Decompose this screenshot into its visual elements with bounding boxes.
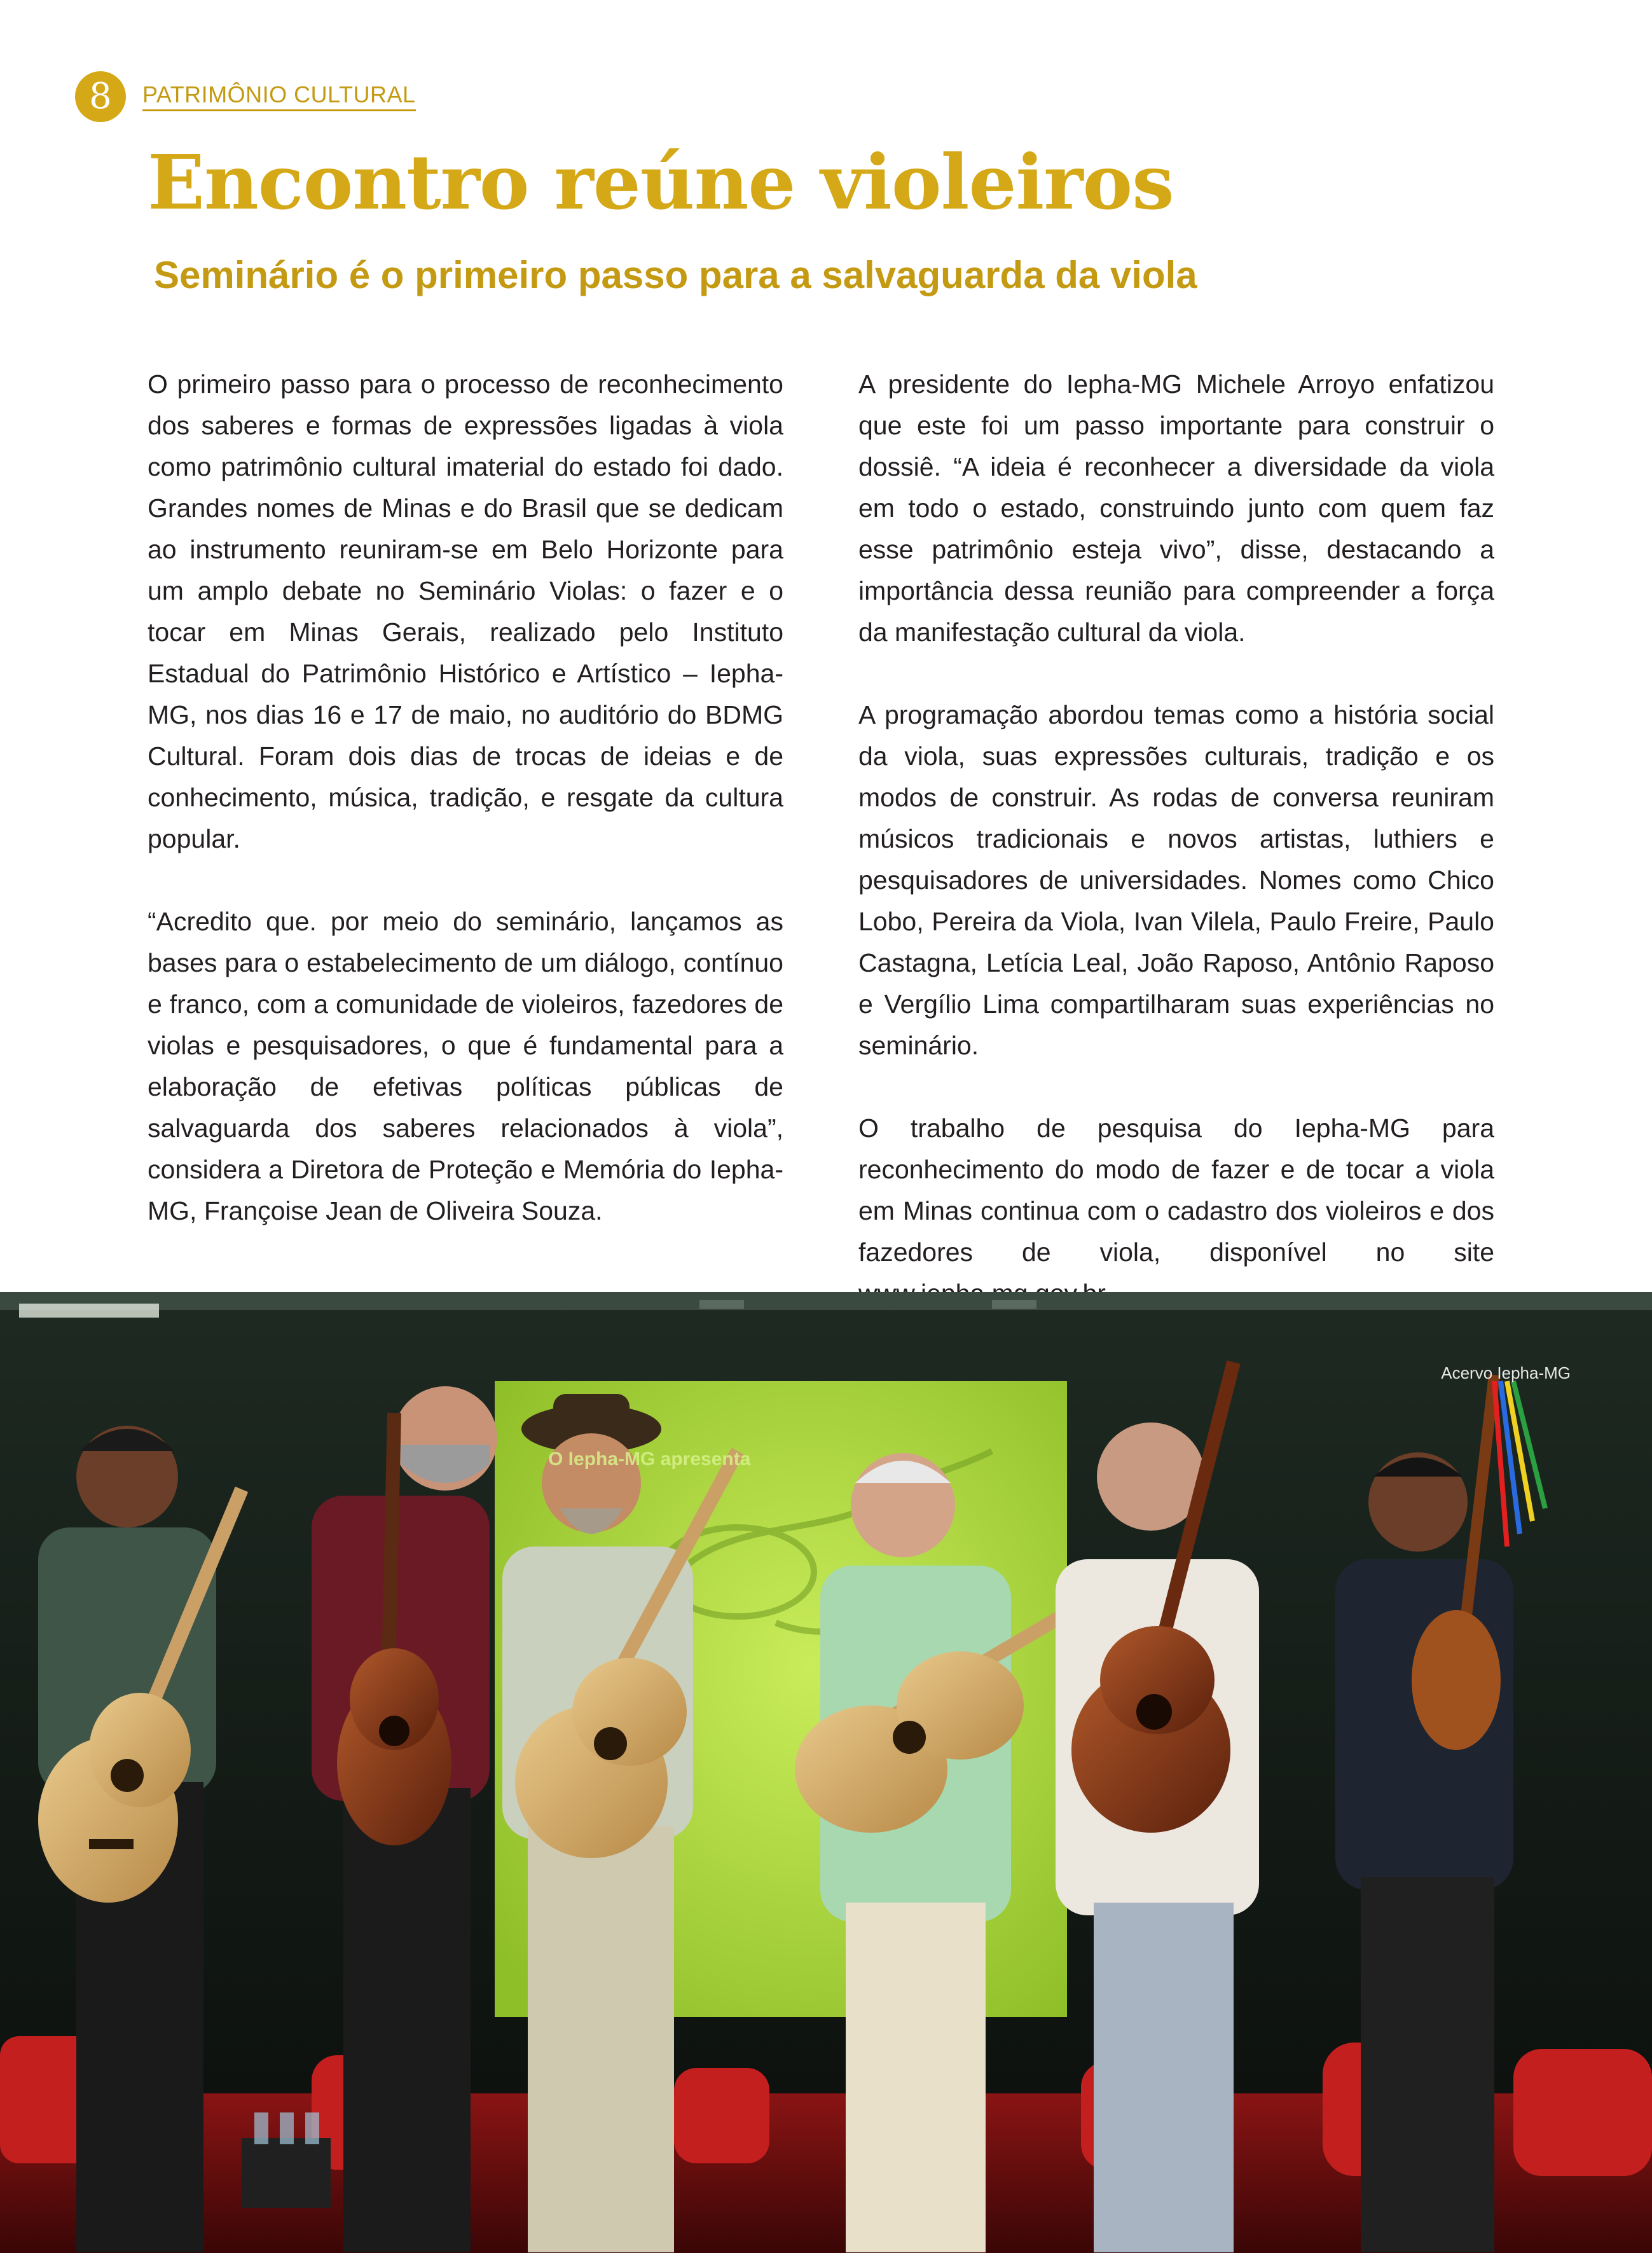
ceiling-light <box>19 1304 159 1318</box>
article-title: Encontro reúne violeiros <box>148 138 1174 226</box>
paragraph-program: A programação abordou temas como a história social da viola, suas expressões culturais, tradição e os modos de construir. As rodas de conversa reuniram músicos tradicionais e novos artistas, luthiers e pesquisadores de universidades. Nomes como Chico Lobo, Pereira da Viola, Ivan Vilela, Paulo Freire, Paulo Castagna, Letícia Leal, João Raposo, Antônio Raposo e Vergílio Lima compartilharam suas experiências no seminário. <box>858 700 1494 1060</box>
ceiling-vent <box>699 1300 744 1309</box>
event-photo-illustration <box>0 1292 1652 2253</box>
screen-caption: O Iepha-MG apresenta <box>548 1449 751 1470</box>
side-table <box>242 2112 331 2208</box>
right-column <box>858 364 1494 1356</box>
page-header <box>75 71 416 122</box>
page-number-badge: 8 <box>75 71 126 122</box>
left-column <box>148 364 783 1273</box>
paragraph-intro: O primeiro passo para o processo de reconhecimento dos saberes e formas de expressões ligadas à viola como patrimônio cultural imaterial do estado foi dado. Grandes nomes de Minas e do Brasil que se dedicam ao instrumento reuniram-se em Belo Horizonte para um amplo debate no Seminário Violas: o fazer e o tocar em Minas Gerais, realizado pelo Instituto Estadual do Patrimônio Histórico e Artístico – Iepha-MG, nos dias 16 e 17 de maio, no auditório do BDMG Cultural. Foram dois dias de trocas de ideias e de conhecimento, música, tradição, e resgate da cultura popular. <box>148 369 783 853</box>
paragraph-president: A presidente do Iepha-MG Michele Arroyo enfatizou que este foi um passo importante para construir o dossiê. “A ideia é reconhecer a diversidade da viola em todo o estado, construindo junto com quem faz esse patrimônio esteja vivo”, disse, destacando a importância dessa reunião para compreender a força da manifestação cultural da viola. <box>858 369 1494 647</box>
event-photo <box>0 1292 1652 2253</box>
photo-credit: Acervo Iepha-MG <box>1441 1363 1571 1382</box>
paragraph-research: O trabalho de pesquisa do Iepha-MG para reconhecimento do modo de fazer e de tocar a viola em Minas continua com o cadastro dos violeiros e dos fazedores de viola, disponível no site <box>858 1113 1494 1267</box>
ceiling-strip <box>0 1292 1652 1310</box>
ceiling-vent-2 <box>992 1300 1036 1309</box>
section-label: PATRIMÔNIO CULTURAL <box>142 82 416 111</box>
paragraph-quote-director: “Acredito que. por meio do seminário, lançamos as bases para o estabelecimento de um diálogo, contínuo e franco, com a comunidade de violeiros, fazedores de violas e pesquisadores, o que é fundamental para a elaboração de efetivas políticas públicas de salvaguarda dos saberes relacionados à viola”, considera a Diretora de Proteção e Memória do Iepha-MG, Françoise Jean de Oliveira Souza. <box>148 907 783 1225</box>
article-subtitle: Seminário é o primeiro passo para a salvaguarda da viola <box>154 254 1197 296</box>
